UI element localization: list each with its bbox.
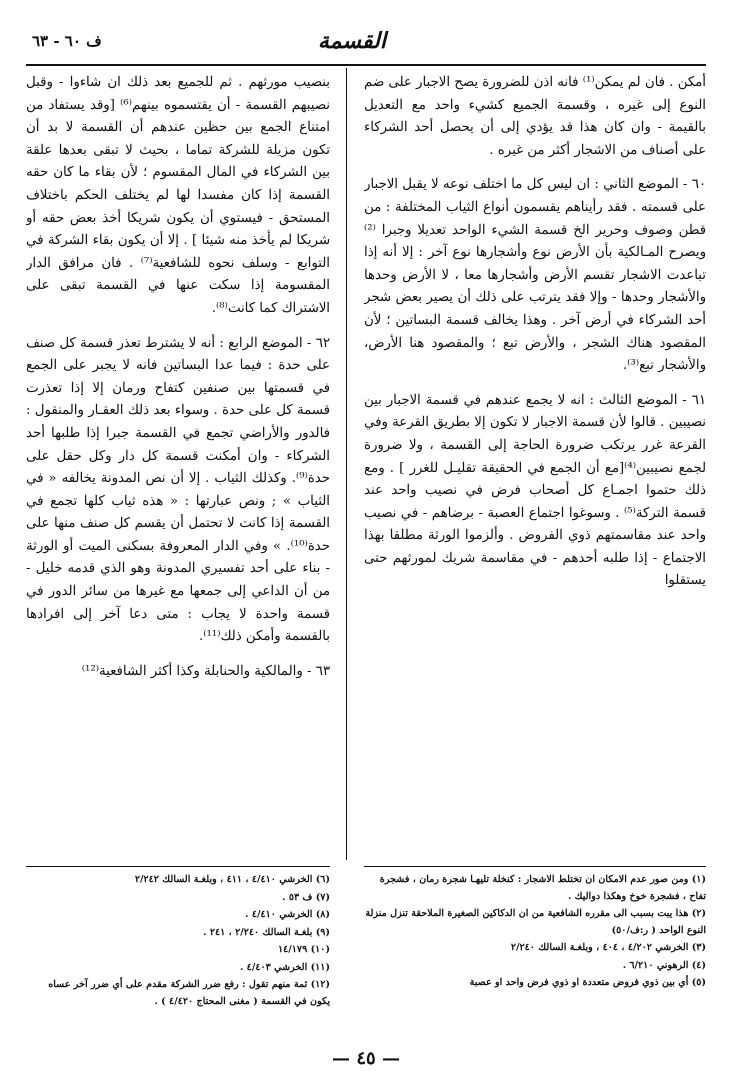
footnote: (١٢) ثمة منهم تقول : رفع ضرر الشركة مقدم على أي ضرر آخر عساه يكون في القسمة ( مغنى المحتاج ٤/٤٢٠ ) . (48, 979, 330, 1007)
column-divider (346, 68, 347, 860)
footnote: (١) ومن صور عدم الامكان ان تختلط الاشجار : كنخلة تليهـا شجرة رمان ، فشجرة تفاح ، فشجرة خوخ وهكذا دواليك . (379, 874, 706, 902)
footnotes-right (364, 872, 706, 1042)
footnote: (٦) الخرشي ٤/٤١٠ ، ٤١١ ، وبلغـة السالك ٢/٢٤٢ (134, 874, 330, 885)
footnote: (١٠) ١٤/١٧٩ (277, 944, 330, 955)
section-range: ف ٦٠ - ٦٣ (32, 32, 102, 50)
footnote: (٩) بلغـة السالك ٢/٢٤٠ ، ٢٤١ . (203, 926, 330, 938)
page-header (26, 28, 706, 64)
footnotes-left (26, 872, 330, 1042)
footnote: (٢) هذا يبت بسبب الى مقرره الشافعية من ان الدكاكين الصغيرة الملاحقة تنزل منزلة النوع الواحد ( ر:ف/٥٠) (365, 908, 706, 936)
header-rule (26, 64, 706, 66)
paragraph: بنصيب مورثهم . ثم للجميع بعد ذلك ان شاءوا - وقبل نصيبهم القسمة - أن يقتسموه بينهم⁽⁶⁾ [وقد يستفاد من امتناع الجمع بين حظين عندهم أن القسمة لا بد أن تكون مزيلة للشركة تماما ، بحيث لا تبقى بعدها علقة بين الشركاء في المال المقسوم ؛ لأن بقاء ما كان حقه القسمة إذا كان مفسدا لها لم يختلف الحكم باختلاف المستحق - فيستوي أن يكون شريكا أخذ بعض حقه أو شريكا لم يأخذ منه شيئا ] . إلا أن يكون بقاء الشركة في التوابع - وسلف نحوه للشافعية⁽⁷⁾ . فان مرافق الدار المقسومة إذا سكت عنها في القسمة تبقى على الاشتراك كما كانت⁽⁸⁾. (26, 75, 330, 316)
paragraph: ٦٢ - الموضع الرابع : أنه لا يشترط تعذر قسمة كل صنف على حدة : فيما عدا البساتين فانه لا يجبر على الجمع في قسمتها بين صنفين كتفاح ورمان إلا إذا تعذرت قسمة كل على حدة . وسواء بعد ذلك العقـار والمنقول : فالدور والأراضي تجمع في القسمة جبرا إذا طلبها أحد الشركاء - وان أمكنت قسمة كل دار وكل حقل على حدة⁽⁹⁾. وكذلك الثياب . إلا أن نص المدونة يخالفه « في الثياب » ; ونص عبارتها : « هذه ثياب كلها تجمع في القسمة إذا كانت لا تحتمل أن يقسم كل صنف منها على حدة⁽¹⁰⁾. » وفي الدار المعروفة بسكنى الميت أو الورثة - بناء على أحد تفسيري المدونة وهو الذي قدمه خليل - من أن الداعي إلى جمعها مع غيرها من سائر الدور في قسمة واحدة لا يجاب : متى دعا آخر إلى افرادها بالقسمة وأمكن ذلك⁽¹¹⁾. (26, 335, 330, 645)
paragraph: ٦٣ - والمالكية والحنابلة وكذا أكثر الشافعية⁽¹²⁾ (81, 663, 330, 679)
left-column (26, 72, 330, 852)
paragraph: ٦١ - الموضع الثالث : انه لا يجمع عندهم في قسمة الاجبار بين نصيبين . قالوا لأن قسمة الاجبار لا تكون إلا بطريق القرعة وفي القرعة غرر يرتكب ضرورة الحاجة إلى القسمة ، ولا ضرورة لجمع نصيبين⁽⁴⁾[مع أن الجمع في الحقيقة تقليـل للغرر ] . ومع ذلك حتموا اجمـاع كل أصحاب فرض في نصيب واحد عند قسمة التركة⁽⁵⁾ . وسوغوا اجتماع العصبة - برضاهم - في نصيب واحد عند مقاسمتهم ذوي الفروض . وألزموا الورثة مطلقا بهذا الاجتماع - إذا طلبه أحدهم - في مقاسمة شريك لمورثهم حتى يستقلوا (364, 392, 706, 589)
footnote: (٨) الخرشي ٤/٤١٠ . (245, 909, 330, 920)
footnote: (١١) الخرشي ٤/٤٠٣ . (239, 961, 330, 973)
running-title: القسمة (317, 28, 386, 54)
page-number: — ٤٥ — (332, 1048, 400, 1069)
right-column (364, 72, 706, 852)
paragraph: أمكن . فان لم يمكن⁽¹⁾ فانه اذن للضرورة يصح الاجبار على ضم النوع إلى غيره ، وقسمة الجميع كشيء واحد مع التعديل بالقيمة - وان كان هذا قد يؤدي إلى أن يحصل أحد الشركاء على أصناف من الاشجار أكثر من غيره . (364, 75, 706, 158)
footnote: (٧) ف ٥٣ . (282, 891, 330, 903)
footnote: (٥) أي بين ذوي فروض متعددة او ذوي فرض واحد او عصبة (469, 977, 706, 988)
footnote-rule (364, 866, 706, 867)
paragraph: ٦٠ - الموضع الثاني : ان ليس كل ما اختلف نوعه لا يقبل الاجبار على قسمته . فقد رأيناهم يقسمون أنواع الثياب المختلفة : من قطن وصوف وحرير الخ قسمة الشيء الواحد تعديلا وجبرا ⁽²⁾ ويصرح المـالكية بأن الأرض نوع وأشجارها نوع آخر : إلا أنه إذا تباعدت الاشجار تقسم الأرض وأشجارها معا ، لا الأرض وحدها والأشجار وحدها - وإلا فقد يترتب على ذلك أن يصير بعض شجر أحد الشركاء في أرض آخر . وهذا يخالف قسمة البساتين ؛ لأن المقصود هناك الشجر ، والأرض تبع ؛ والمقصود هنا الأرض، والأشجار تبع⁽³⁾. (364, 177, 706, 374)
footnote-rule (26, 866, 330, 867)
footnote: (٤) الرهوني ٦/٢١٠ . (622, 959, 706, 971)
footnote: (٣) الخرشي ٤/٢٠٢ ، ٤٠٤ ، وبلغـة السالك ٢/٢٤٠ (510, 942, 706, 953)
